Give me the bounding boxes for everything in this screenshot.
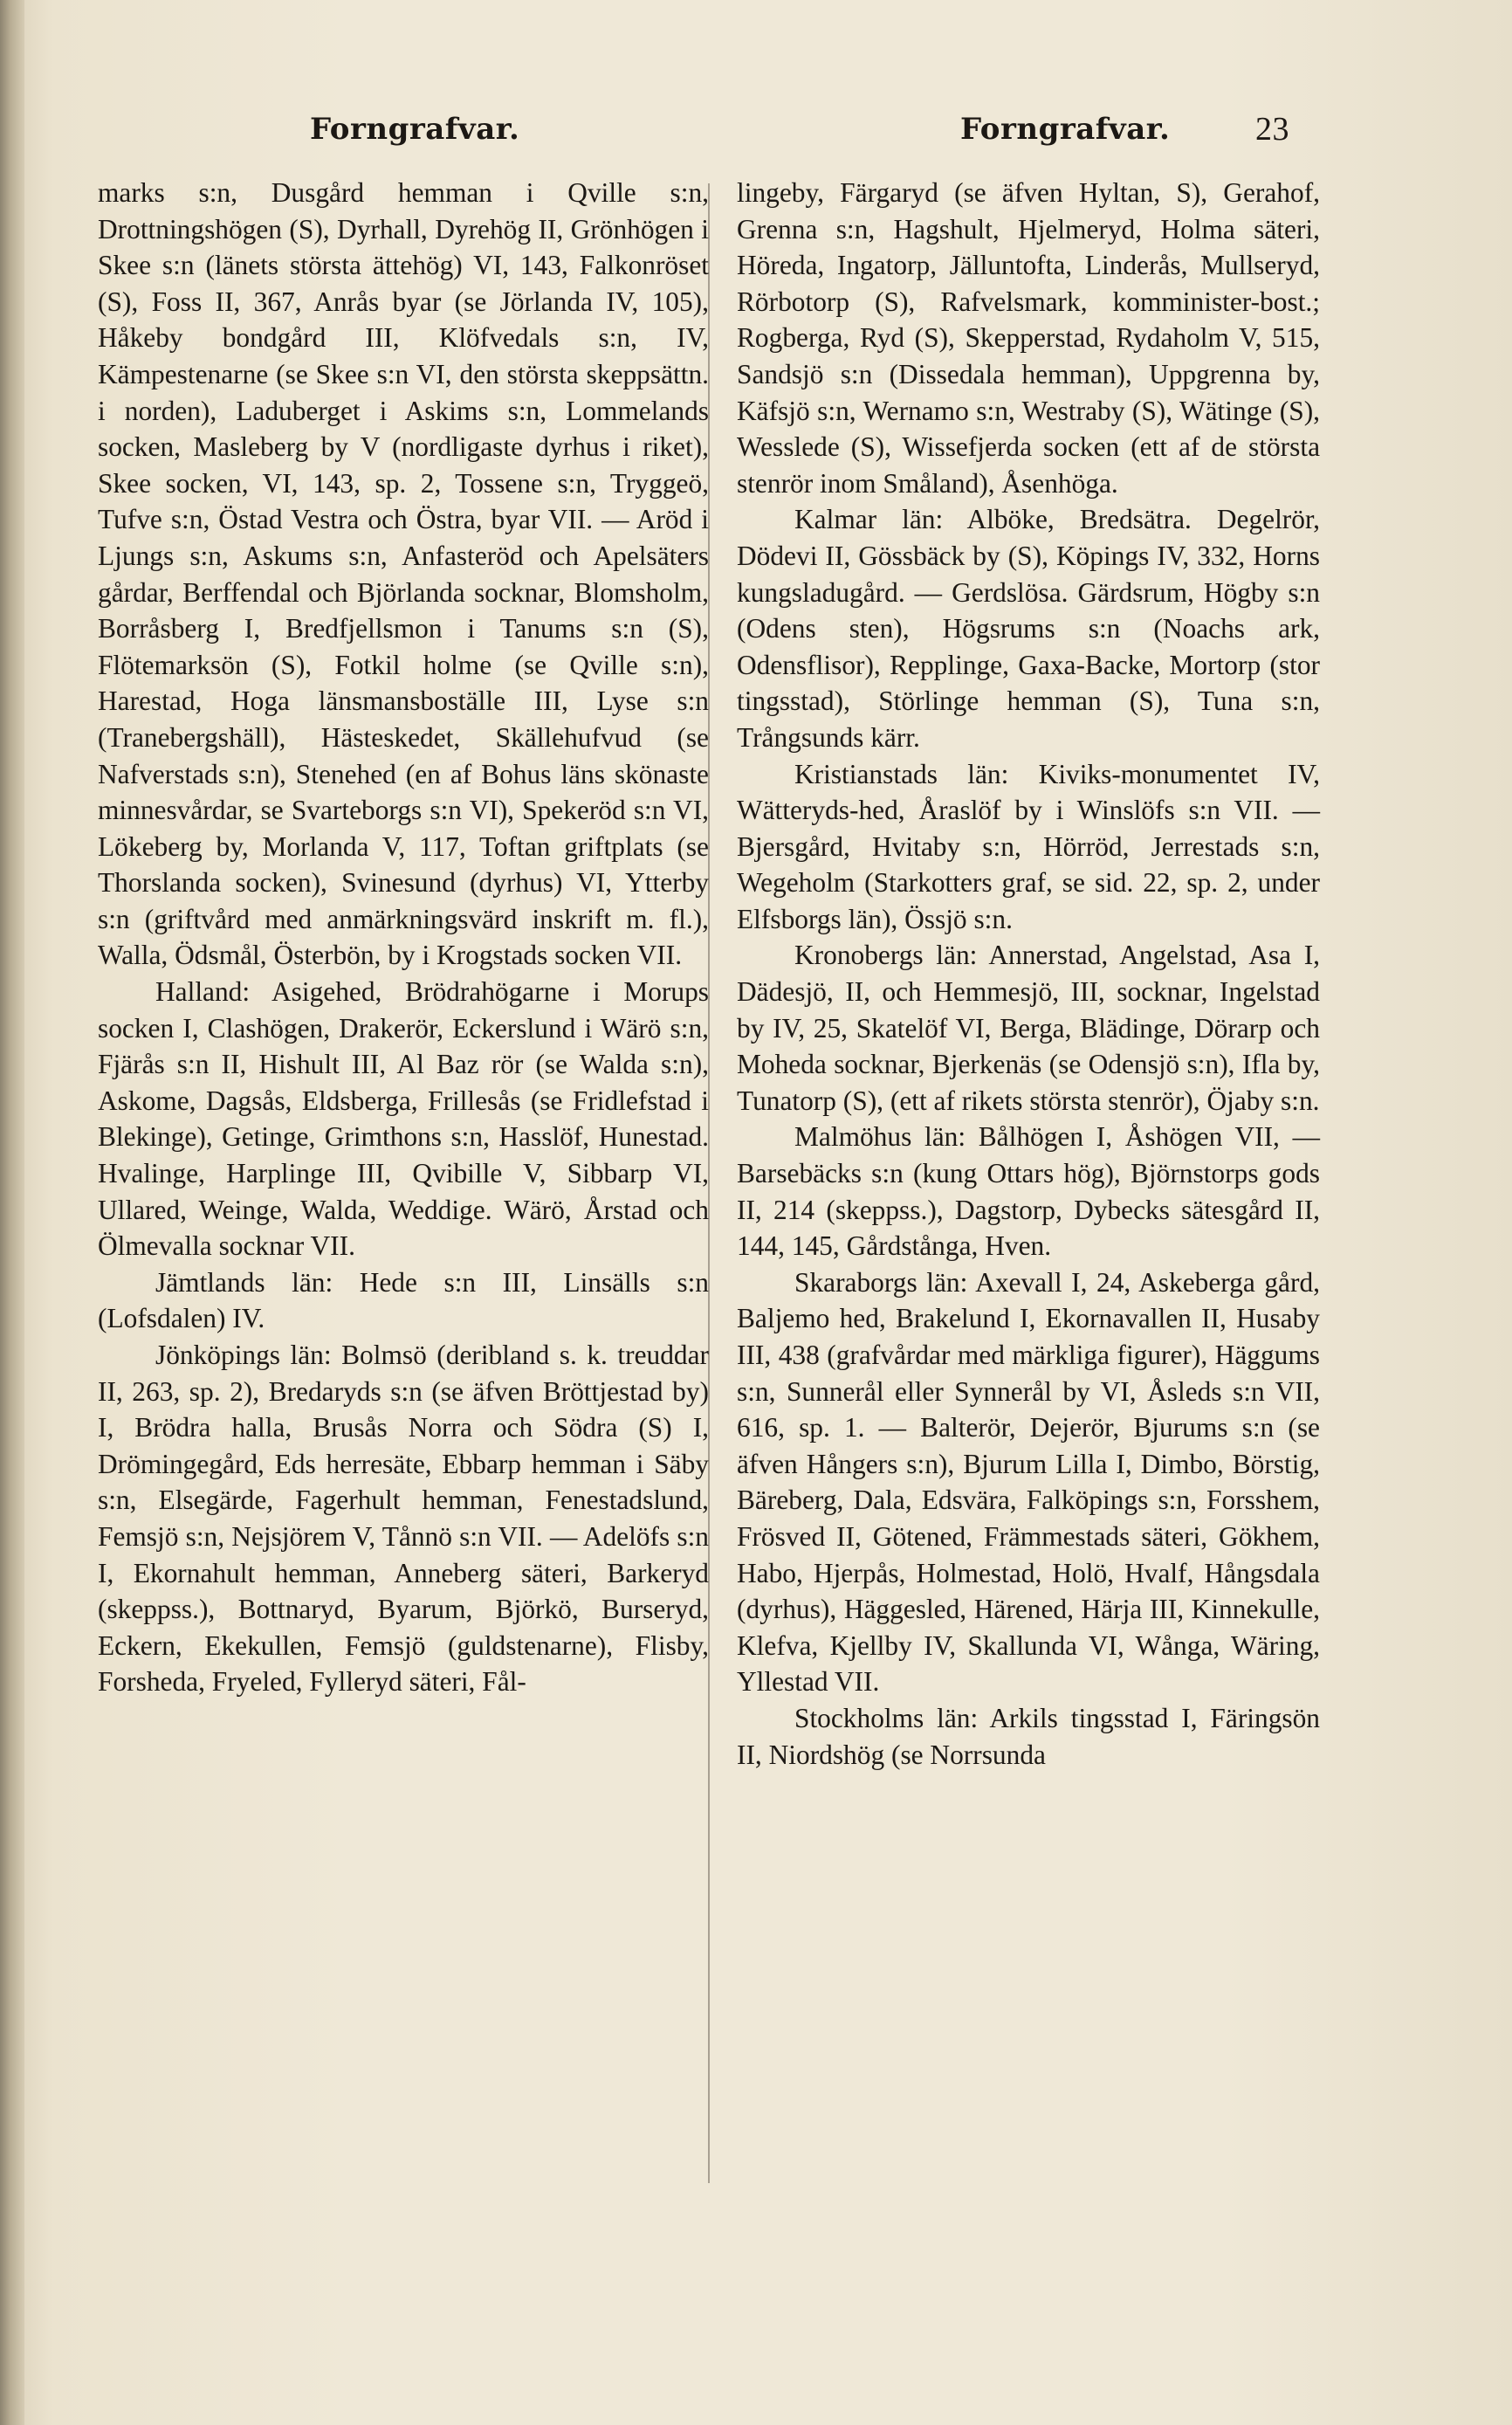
paragraph: lingeby, Färgaryd (se äfven Hyltan, S), Gerahof, Grenna s:n, Hagshult, Hjelmeryd, Holma säteri, Höreda, Ingatorp, Jälluntofta, Linderås, Mullseryd, Rörbotorp (S), Rafvelsmark, komminister-bost.; Rogberga, Ryd (S), Skepperstad, Rydaholm V, 515, Sandsjö s:n (Dissedala hemman), Uppgrenna by, Käfsjö s:n, Wernamo s:n, Westraby (S), Wätinge (S), Wesslede (S), Wissefjerda socken (ett af de största stenrör inom Småland), Åsenhöga.: [737, 177, 1320, 499]
right-column: [737, 175, 1320, 1773]
paragraph: Stockholms län: Arkils tingsstad I, Färingsön II, Niordshög (se Norrsunda: [737, 1702, 1320, 1770]
paragraph: Malmöhus län: Bålhögen I, Åshögen VII, — Barsebäcks s:n (kung Ottars hög), Björnstorps gods II, 214 (skeppss.), Dagstorp, Dybecks sätesgård II, 144, 145, Gårdstånga, Hven.: [737, 1121, 1320, 1262]
paragraph: Kronobergs län: Annerstad, Angelstad, Asa I, Dädesjö, II, och Hemmesjö, III, socknar, Ingelstad by IV, 25, Skatelöf VI, Berga, Blädinge, Dörarp och Moheda socknar, Bjerkenäs (se Odensjö s:n), Ifla by, Tunatorp (S), (ett af rikets största stenrör), Öjaby s:n.: [737, 940, 1320, 1116]
paragraph: Halland: Asigehed, Brödrahögarne i Morups socken I, Clashögen, Drakerör, Eckerslund i Wärö s:n, Fjärås s:n II, Hishult III, Al Baz rör (se Walda s:n), Askome, Dagsås, Eldsberga, Frillesås (se Fridlefstad i Blekinge), Getinge, Grimthons s:n, Hasslöf, Hunestad. Hvalinge, Harplinge III, Qvibille V, Sibbarp VI, Ullared, Weinge, Walda, Weddige. Wärö, Årstad och Ölmevalla socknar VII.: [98, 976, 709, 1262]
running-header-right: Forngrafvar.: [960, 112, 1171, 147]
running-header-left: Forngrafvar.: [310, 112, 520, 147]
paragraph: Skaraborgs län: Axevall I, 24, Askeberga gård, Baljemo hed, Brakelund I, Ekornavallen II, Husaby III, 438 (grafvårdar med märkliga figurer), Häggums s:n, Sunnerål eller Synnerål by VI, Åsleds s:n VII, 616, sp. 1. — Balterör, Dejerör, Bjurums s:n (se äfven Hångers s:n), Bjurum Lilla I, Dimbo, Börstig, Bäreberg, Dala, Edsvära, Falköpings s:n, Forsshem, Frösved II, Götened, Främmestads säteri, Gökhem, Habo, Hjerpås, Holmestad, Holö, Hvalf, Hångsdala (dyrhus), Häggesled, Härened, Härja III, Kinnekulle, Klefva, Kjellby IV, Skallunda VI, Wånga, Wäring, Yllestad VII.: [737, 1266, 1320, 1698]
paragraph: marks s:n, Dusgård hemman i Qville s:n, Drottningshögen (S), Dyrhall, Dyrehög II, Grönhögen i Skee s:n (länets största ättehög) VI, 143, Falkonröset (S), Foss II, 367, Anrås byar (se Jörlanda IV, 105), Håkeby bondgård III, Klöfvedals s:n, IV, Kämpestenarne (se Skee s:n VI, den största skeppsättn. i norden), Laduberget i Askims s:n, Lommelands socken, Masleberg by V (nordligaste dyrhus i riket), Skee socken, VI, 143, sp. 2, Tossene s:n, Tryggeö, Tufve s:n, Östad Vestra och Östra, byar VII. — Aröd i Ljungs s:n, Askums s:n, Anfasteröd och Apelsäters gårdar, Berffendal och Björlanda socknar, Blomsholm, Borråsberg I, Bredfjellsmon i Tanums s:n (S), Flötemarksön (S), Fotkil holme (se Qville s:n), Harestad, Hoga länsmansboställe III, Lyse s:n (Tranebergshäll), Hästeskedet, Skällehufvud (se Nafverstads s:n), Stenehed (en af Bohus läns skönaste minnesvårdar, se Svarteborgs s:n VI), Spekeröd s:n VI, Lökeberg by, Morlanda V, 117, Toftan griftplats (se Thorslanda socken), Svinesund (dyrhus) VI, Ytterby s:n (griftvård med anmärkningsvärd inskrift m. fl.), Walla, Ödsmål, Österbön, by i Krogstads socken VII.: [98, 177, 709, 971]
paragraph: Jönköpings län: Bolmsö (deribland s. k. treuddar II, 263, sp. 2), Bredaryds s:n (se äfven Bröttjestad by) I, Brödra halla, Brusås Norra och Södra (S) I, Drömingegård, Eds herresäte, Ebbarp hemman i Säby s:n, Elsegärde, Fagerhult hemman, Fenestadslund, Femsjö s:n, Nejsjörem V, Tånnö s:n VII. — Adelöfs s:n I, Ekornahult hemman, Anneberg säteri, Barkeryd (skeppss.), Bottnaryd, Byarum, Björkö, Burseryd, Eckern, Ekekullen, Femsjö (guldstenarne), Flisby, Forsheda, Fryeled, Fylleryd säteri, Fål-: [98, 1340, 709, 1698]
paragraph: Kalmar län: Alböke, Bredsätra. Degelrör, Dödevi II, Gössbäck by (S), Köpings IV, 332, Horns kungsladugård. — Gerdslösa. Gärdsrum, Högby s:n (Odens sten), Högsrums s:n (Noachs ark, Odensflisor), Repplinge, Gaxa-Backe, Mortorp (stor tingsstad), Störlinge hemman (S), Tuna s:n, Trångsunds kärr.: [737, 504, 1320, 753]
paragraph: Kristianstads län: Kiviks-monumentet IV, Wätteryds-hed, Åraslöf by i Winslöfs s:n VII. — Bjersgård, Hvitaby s:n, Hörröd, Jerrestads s:n, Wegeholm (Starkotters graf, se sid. 22, sp. 2, under Elfsborgs län), Össjö s:n.: [737, 758, 1320, 934]
left-column: [98, 175, 709, 1700]
book-spine-shadow: [0, 0, 24, 2425]
paragraph: Jämtlands län: Hede s:n III, Linsälls s:n (Lofsdalen) IV.: [98, 1266, 709, 1334]
page-number: 23: [1255, 111, 1289, 148]
